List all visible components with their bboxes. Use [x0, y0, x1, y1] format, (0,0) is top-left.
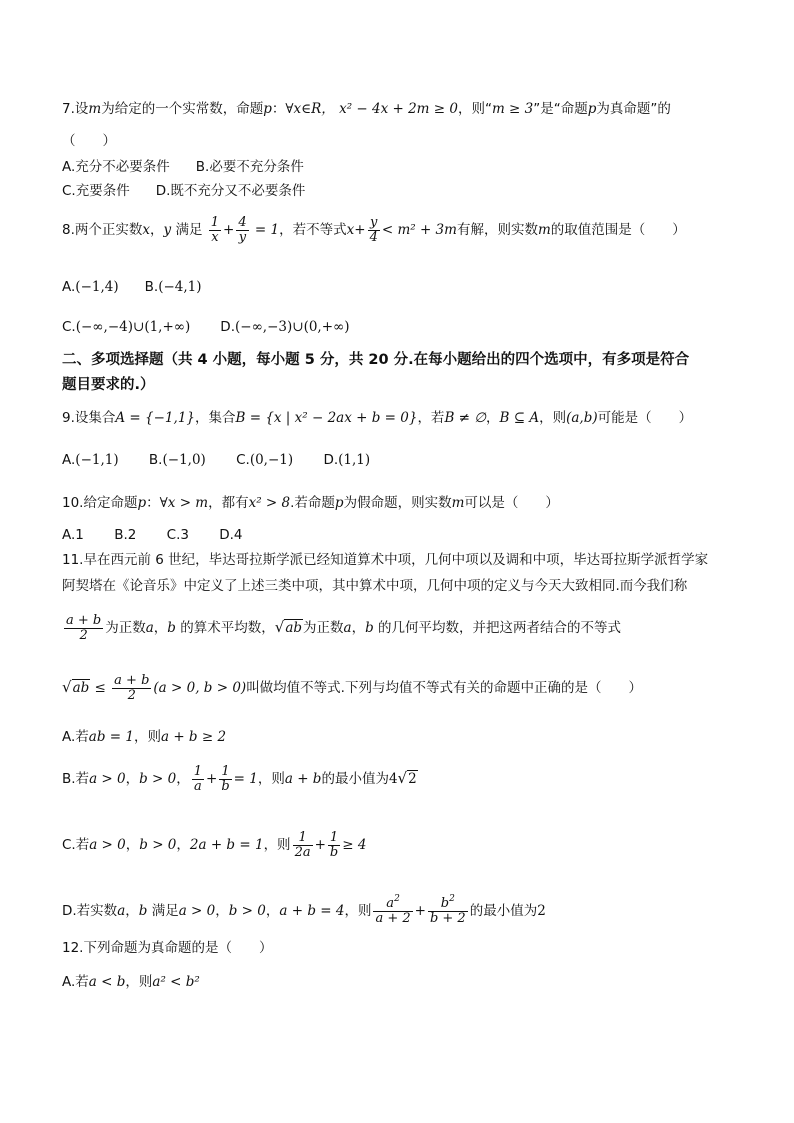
- q7-options-row1: [62, 159, 304, 175]
- q10-option-c: C.3: [166, 527, 189, 543]
- q7-option-d: D.既不充分又不必要条件: [155, 183, 306, 199]
- q7-option-c: C.充要条件: [62, 183, 130, 199]
- q7-option-a: A.充分不必要条件: [62, 159, 170, 175]
- sqrt-ab: √ab: [274, 618, 303, 637]
- section-heading: 二、多项选择题（共 4 小题，每小题 5 分，共 20 分.在每小题给出的四个选项中，有多项是符合: [62, 352, 690, 368]
- fraction-arithmetic-mean: $\frac{a + b}{2}$: [66, 613, 102, 643]
- q10-option-a: A.1: [62, 527, 84, 543]
- q8-option-a: A.(−1,4): [62, 279, 119, 295]
- q9-option-c: C.(0,−1): [236, 452, 294, 468]
- fraction-y-over-4: $\frac{y}{4}$: [369, 215, 378, 245]
- q9-option-a: A.(−1,1): [62, 452, 119, 468]
- q11-line2: 阿契塔在《论音乐》中定义了上述三类中项，其中算术中项，几何中项的定义与今天大致相同.而今我们称: [62, 578, 688, 594]
- q10-option-d: D.4: [219, 527, 243, 543]
- q11-line4: √ab ≤ $\frac{a + b}{2}$ (a > 0, b > 0)叫做均值不等式.下列与均值不等式有关的命题中正确的是（ ）: [62, 673, 642, 703]
- q7-blank: （ ）: [62, 133, 116, 149]
- q9-options: [62, 452, 370, 468]
- q9-option-d: D.(1,1): [323, 452, 371, 468]
- q12-stem: 12.下列命题为真命题的是（ ）: [62, 940, 273, 956]
- fraction-1-over-x: $\frac{1}{x}$: [210, 215, 220, 245]
- q7-stem: 7.设m为给定的一个实常数，命题p：∀x∈R， x² − 4x + 2m ≥ 0，则“m ≥ 3”是“命题p为真命题”的: [62, 101, 671, 117]
- q8-stem: 8.两个正实数x，y 满足 $\frac{1}{x}$ + $\frac{4}{y}$ = 1，若不等式x+ $\frac{y}{4}$ < m² + 3m有解，则实数m的取值范围是（ ）: [62, 215, 686, 245]
- q8-option-c: C.(−∞,−4)∪(1,+∞): [62, 319, 191, 335]
- q8-option-d: D.(−∞,−3)∪(0,+∞): [220, 319, 350, 335]
- q10-option-b: B.2: [114, 527, 137, 543]
- q8-option-b: B.(−4,1): [144, 279, 202, 295]
- q10-options: [62, 527, 243, 543]
- q11-line1: 11.早在西元前 6 世纪，毕达哥拉斯学派已经知道算术中项，几何中项以及调和中项，毕达哥拉斯学派哲学家: [62, 552, 709, 568]
- q11-line3: $\frac{a + b}{2}$ 为正数a，b 的算术平均数，√ab为正数a，b 的几何平均数，并把这两者结合的不等式: [66, 613, 622, 643]
- q7-option-b: B.必要不充分条件: [195, 159, 304, 175]
- q11-option-a: A.若ab = 1，则a + b ≥ 2: [62, 729, 227, 745]
- fraction-4-over-y: $\frac{4}{y}$: [238, 215, 247, 245]
- section-heading-cont: 题目要求的.）: [62, 377, 155, 393]
- q8-options-row1: [62, 279, 202, 295]
- q9-option-b: B.(−1,0): [148, 452, 206, 468]
- q11-option-d: D.若实数a，b 满足a > 0，b > 0，a + b = 4，则 $\frac{a^2}{a + 2}$ + $\frac{b^2}{b + 2}$ 的最小值为2: [62, 894, 546, 926]
- q7-options-row2: [62, 183, 305, 199]
- q8-options-row2: [62, 319, 350, 335]
- q10-stem: 10.给定命题p：∀x > m，都有x² > 8.若命题p为假命题，则实数m可以是（ ）: [62, 495, 559, 511]
- q9-stem: 9.设集合A = {−1,1}，集合B = {x | x² − 2ax + b = 0}，若B ≠ ∅，B ⊆ A，则(a,b)可能是（ ）: [62, 410, 693, 426]
- q12-option-a: A.若a < b，则a² < b²: [62, 974, 200, 990]
- q11-option-b: B.若a > 0，b > 0， $\frac{1}{a}$ + $\frac{1}{b}$ = 1，则a + b的最小值为4√2: [62, 764, 417, 794]
- q11-option-c: C.若a > 0，b > 0，2a + b = 1，则 $\frac{1}{2a}$ + $\frac{1}{b}$ ≥ 4: [62, 830, 367, 860]
